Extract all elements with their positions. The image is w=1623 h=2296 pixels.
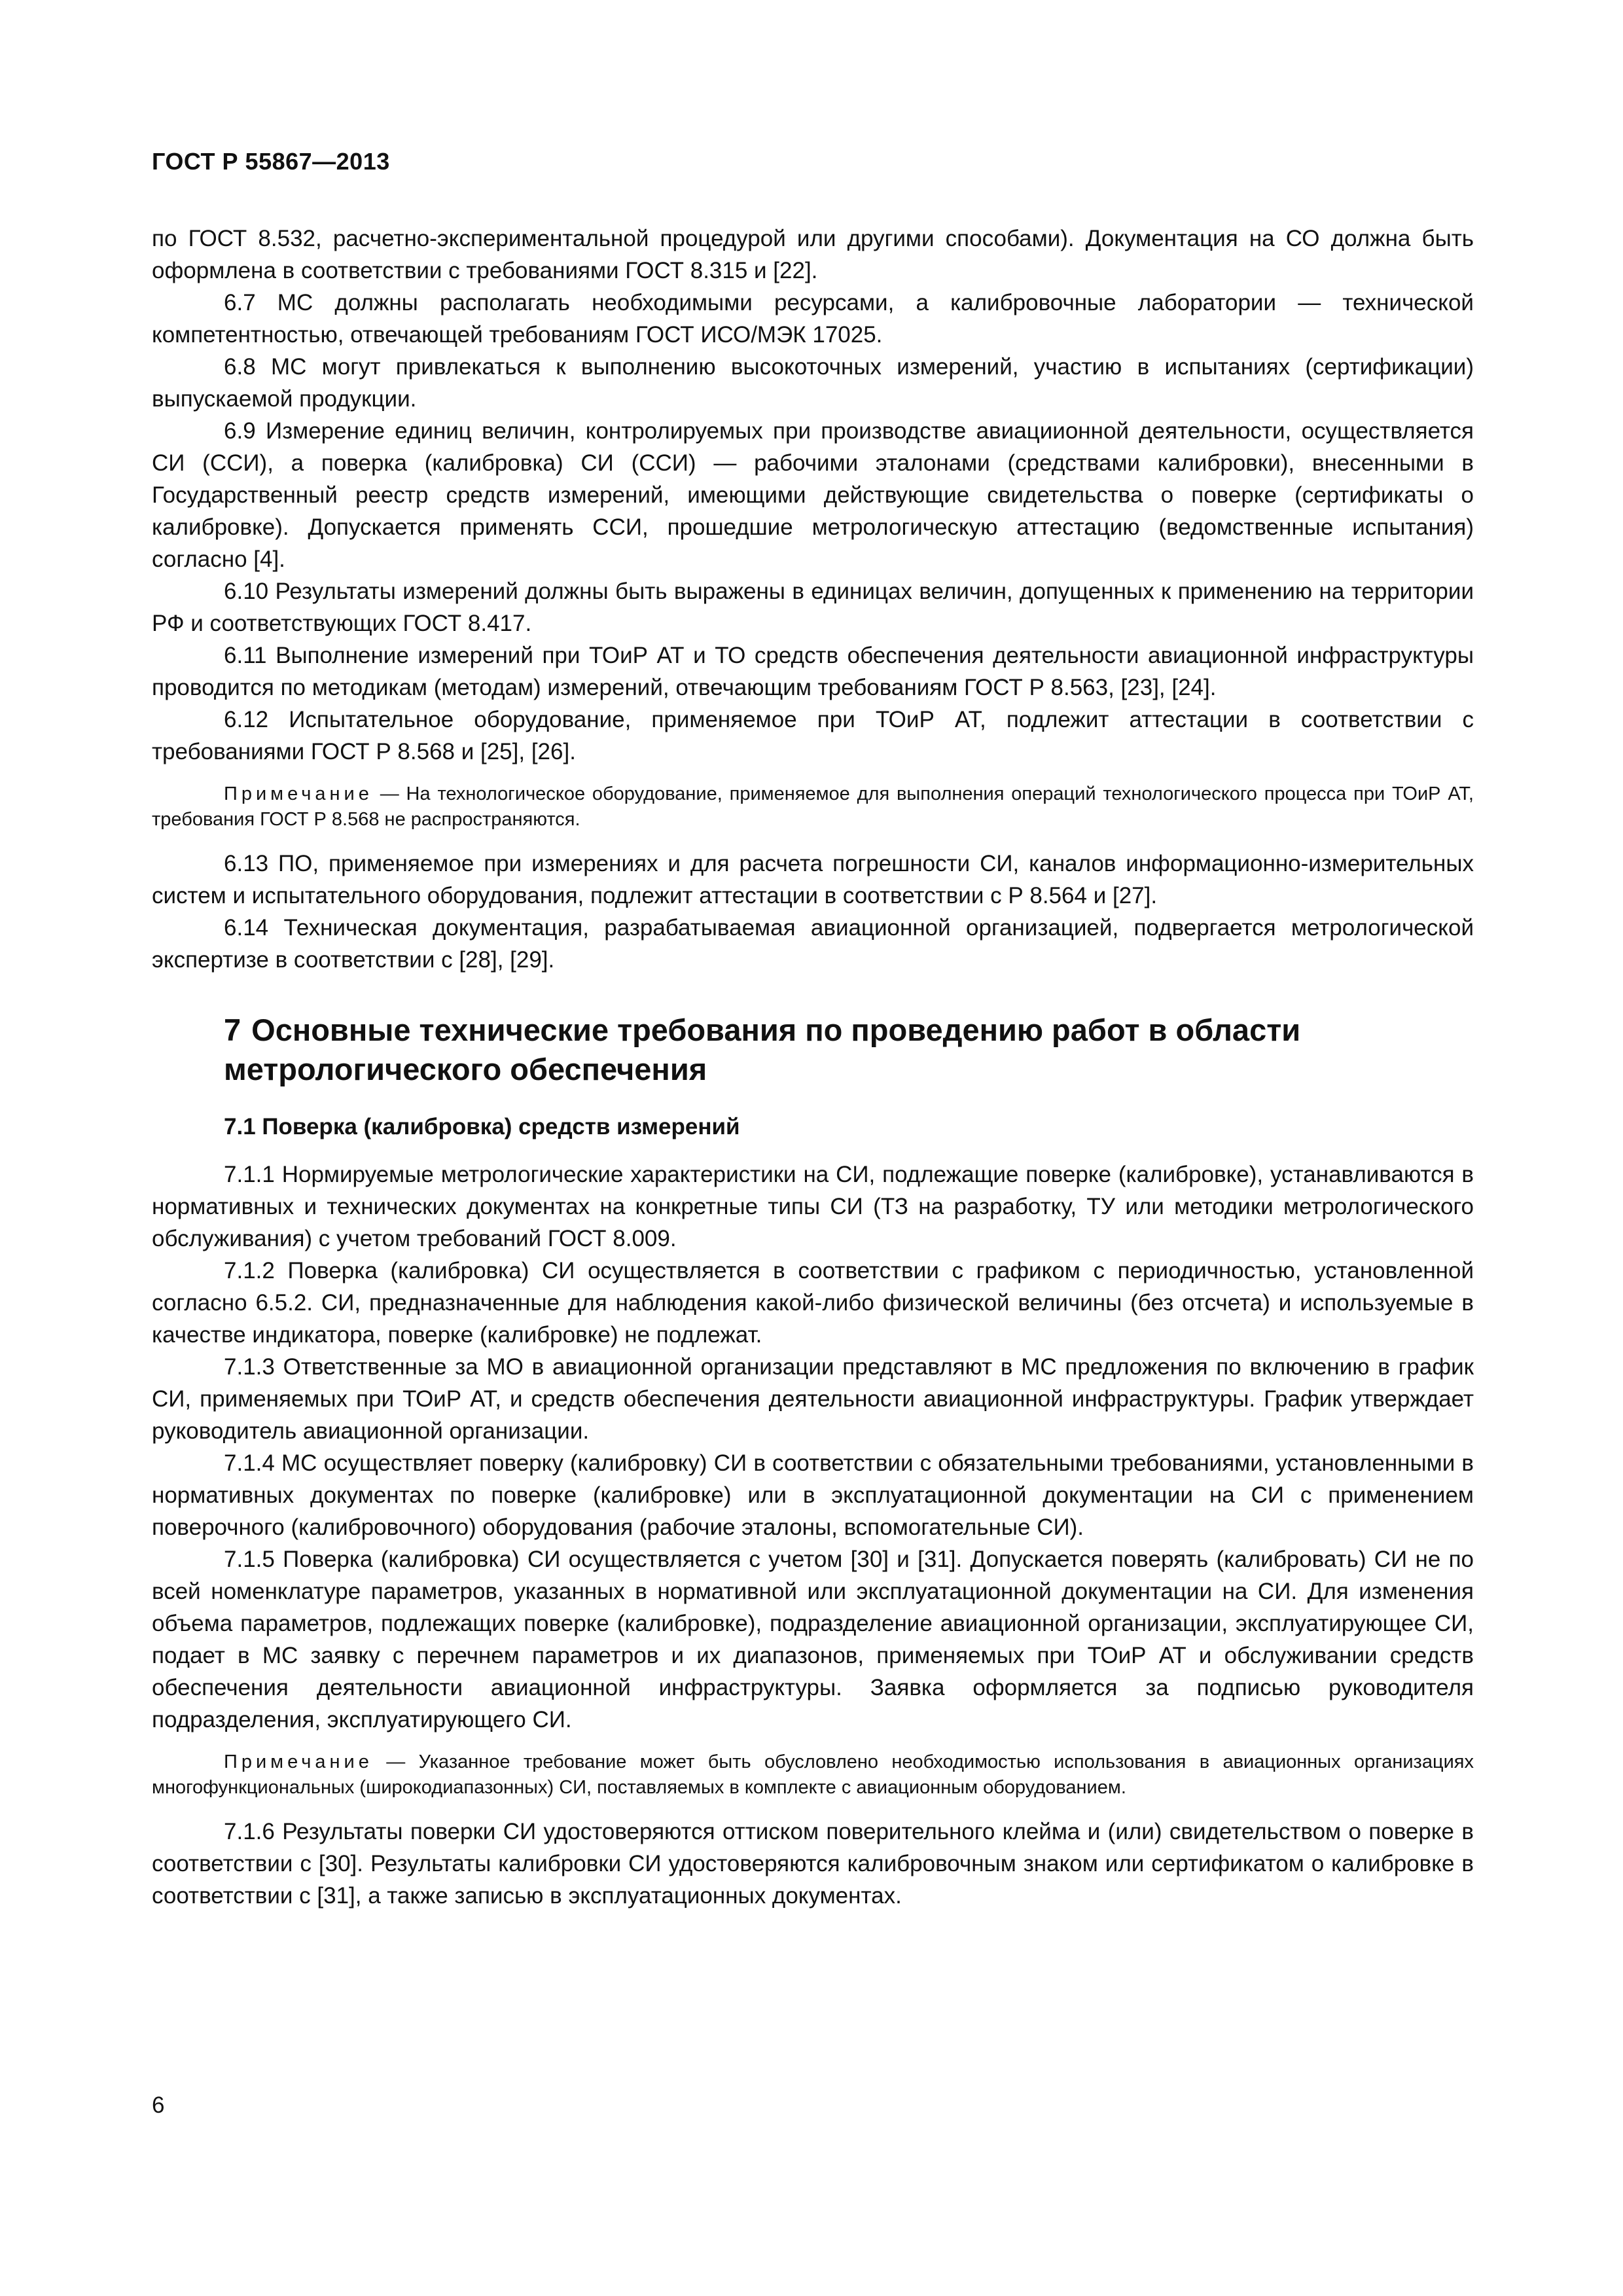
paragraph-6-11: 6.11 Выполнение измерений при ТОиР АТ и ТО средств обеспечения деятельности авиационной инфраструктуры проводится по методикам (методам) измерений, отвечающим требованиям ГОСТ Р 8.563, [23], [24]. [152, 643, 1474, 700]
note-text: — Указанное требование может быть обусловлено необходимостью использования в авиационных организациях многофункциональных (широкодиапазонных) СИ, поставляемых в комплекте с авиационным оборудованием. [152, 1751, 1474, 1798]
paragraph-6-14: 6.14 Техническая документация, разрабатываемая авиационной организацией, подвергается метрологической экспертизе в соответствии с [28], [29]. [152, 915, 1474, 973]
paragraph-6-12: 6.12 Испытательное оборудование, применяемое при ТОиР АТ, подлежит аттестации в соответствии с требованиями ГОСТ Р 8.568 и [25], [26]. [152, 707, 1474, 764]
paragraph-6-9: 6.9 Измерение единиц величин, контролируемых при производстве авиациионной деятельности, осуществляется СИ (ССИ), а поверка (калибровка) СИ (ССИ) — рабочими эталонами (средствами калибровки), внесенными в Государственный реестр средств измерений, имеющими действующие свидетельства о поверке (сертификаты о калибровке). Допускается применять ССИ, прошедшие метрологическую аттестацию (ведомственные испытания) согласно [4]. [152, 418, 1474, 572]
paragraph-6-8: 6.8 МС могут привлекаться к выполнению высокоточных измерений, участию в испытаниях (сертификации) выпускаемой продукции. [152, 354, 1474, 412]
paragraph-7-1-2: 7.1.2 Поверка (калибровка) СИ осуществляется в соответствии с графиком с периодичностью, установленной согласно 6.5.2. СИ, предназначенные для наблюдения какой-либо физической величины (без отсчета) и используемые в качестве индикатора, поверке (калибровке) не подлежат. [152, 1258, 1474, 1348]
paragraph-7-1-3: 7.1.3 Ответственные за МО в авиационной организации представляют в МС предложения по включению в график СИ, применяемых при ТОиР АТ, и средств обеспечения деятельности авиационной инфраструктуры. График утверждает руководитель авиационной организации. [152, 1354, 1474, 1444]
subsection-7-1-title: 7.1 Поверка (калибровка) средств измерений [224, 1114, 740, 1139]
document-body [152, 223, 1474, 1912]
paragraph-7-1-1: 7.1.1 Нормируемые метрологические характеристики на СИ, подлежащие поверке (калибровке), устанавливаются в нормативных и технических документах на конкретные типы СИ (ТЗ на разработку, ТУ или методики метрологического обслуживания) с учетом требований ГОСТ 8.009. [152, 1162, 1474, 1251]
paragraph-7-1-5: 7.1.5 Поверка (калибровка) СИ осуществляется с учетом [30] и [31]. Допускается поверять (калибровать) СИ не по всей номенклатуре параметров, указанных в нормативной или эксплуатационной документации на СИ. Для изменения объема параметров, подлежащих поверке (калибровке), подразделение авиационной организации, эксплуатирующее СИ, подает в МС заявку с перечнем параметров и их диапазонов, применяемых при ТОиР АТ и обслуживании средств обеспечения деятельности авиационной инфраструктуры. Заявка оформляется за подписью руководителя подразделения, эксплуатирующего СИ. [152, 1547, 1474, 1732]
note-label: Примечание [224, 1751, 373, 1772]
note-label: Примечание [224, 783, 373, 804]
paragraph-6-7: 6.7 МС должны располагать необходимыми ресурсами, а калибровочные лаборатории — технической компетентностью, отвечающей требованиям ГОСТ ИСО/МЭК 17025. [152, 290, 1474, 348]
paragraph-6-13: 6.13 ПО, применяемое при измерениях и для расчета погрешности СИ, каналов информационно-измерительных систем и испытательного оборудования, подлежит аттестации в соответствии с Р 8.564 и [27]. [152, 851, 1474, 908]
section-7-title [224, 1011, 1474, 1089]
paragraph-continuation: по ГОСТ 8.532, расчетно-экспериментальной процедурой или другими способами). Документация на СО должна быть оформлена в соответствии с требованиями ГОСТ 8.315 и [22]. [152, 226, 1474, 283]
note-1 [152, 781, 1474, 833]
page-number: 6 [152, 2092, 165, 2118]
section-title-text: Основные технические требования по проведению работ в области метрологического обеспечения [224, 1013, 1301, 1086]
paragraph-6-10: 6.10 Результаты измерений должны быть выражены в единицах величин, допущенных к применению на территории РФ и соответствующих ГОСТ 8.417. [152, 579, 1474, 636]
document-header: ГОСТ Р 55867—2013 [152, 148, 390, 175]
note-2 [152, 1749, 1474, 1801]
paragraph-7-1-6: 7.1.6 Результаты поверки СИ удостоверяются оттиском поверительного клейма и (или) свидетельством о поверке в соответствии с [30]. Результаты калибровки СИ удостоверяются калибровочным знаком или сертификатом о калибровке в соответствии с [31], а также записью в эксплуатационных документах. [152, 1819, 1474, 1909]
paragraph-7-1-4: 7.1.4 МС осуществляет поверку (калибровку) СИ в соответствии с обязательными требованиями, установленными в нормативных документах по поверке (калибровке) или в эксплуатационной документации на СИ с применением поверочного (калибровочного) оборудования (рабочие эталоны, вспомогательные СИ). [152, 1450, 1474, 1540]
note-text: — На технологическое оборудование, применяемое для выполнения операций технологического процесса при ТОиР АТ, требования ГОСТ Р 8.568 не распространяются. [152, 783, 1474, 830]
section-number: 7 [224, 1013, 241, 1047]
